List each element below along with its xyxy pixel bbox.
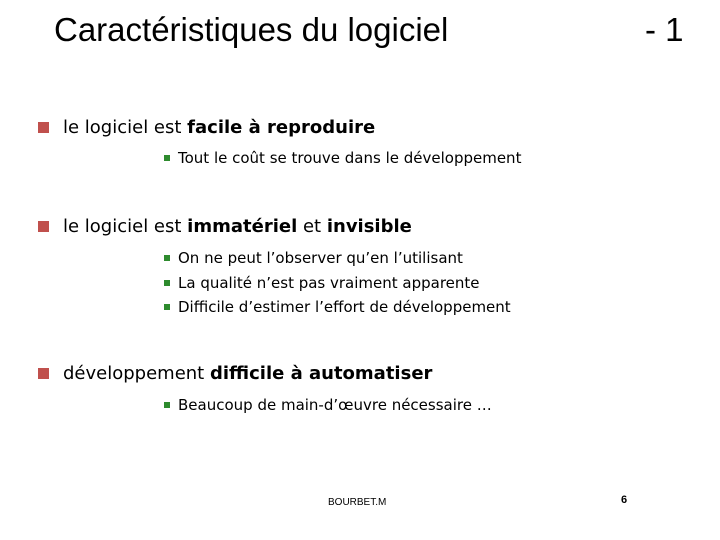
- footer-author: BOURBET.M: [328, 497, 387, 508]
- sub-point-3-1: [164, 395, 492, 415]
- point-2-connector: et: [297, 215, 327, 237]
- square-bullet-icon: [38, 368, 49, 379]
- sub-point-text: On ne peut l’observer qu’en l’utilisant: [178, 249, 463, 267]
- sub-point-2-2: [164, 273, 480, 293]
- square-bullet-icon: [164, 402, 170, 408]
- sub-point-text: La qualité n’est pas vraiment apparente: [178, 274, 480, 292]
- sub-point-1-1: [164, 148, 521, 168]
- slide-title-number: - 1: [645, 11, 684, 48]
- square-bullet-icon: [164, 255, 170, 261]
- bullet-point-1: [38, 115, 375, 139]
- sub-point-text: Difficile d’estimer l’effort de développement: [178, 298, 511, 316]
- square-bullet-icon: [38, 122, 49, 133]
- sub-point-2-1: [164, 248, 463, 268]
- bullet-point-3: [38, 361, 432, 385]
- point-3-text: développement: [63, 362, 210, 384]
- point-2-emphasis-2: invisible: [326, 215, 412, 237]
- point-1-emphasis: facile à reproduire: [187, 116, 376, 138]
- bullet-point-2: [38, 214, 412, 238]
- point-2-emphasis: immatériel: [187, 215, 298, 237]
- point-3-emphasis: difficile à automatiser: [209, 362, 433, 384]
- square-bullet-icon: [164, 155, 170, 161]
- point-1-text: le logiciel est: [63, 116, 188, 138]
- sub-point-text: Beaucoup de main-d’œuvre nécessaire …: [178, 396, 492, 414]
- page-number: 6: [621, 494, 628, 506]
- square-bullet-icon: [164, 304, 170, 310]
- slide-title: Caractéristiques du logiciel: [54, 11, 449, 48]
- point-2-text: le logiciel est: [63, 215, 188, 237]
- sub-point-2-3: [164, 297, 511, 317]
- square-bullet-icon: [164, 280, 170, 286]
- sub-point-text: Tout le coût se trouve dans le développement: [178, 149, 522, 167]
- square-bullet-icon: [38, 221, 49, 232]
